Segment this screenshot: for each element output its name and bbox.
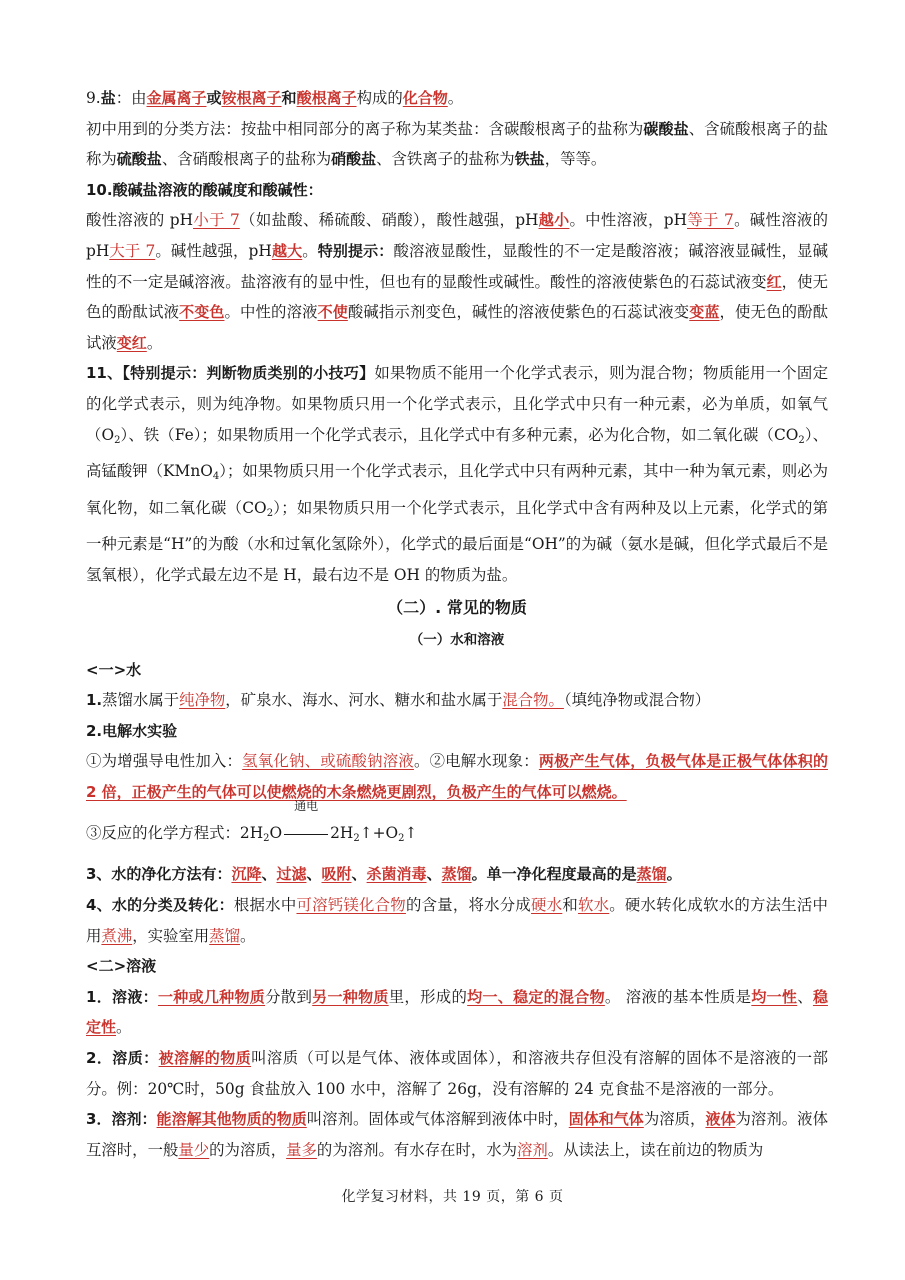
answer: 混合物。 — [502, 691, 564, 710]
answer: 能溶解其他物质的物质 — [156, 1110, 307, 1129]
text: 如果物质不能用一个化学式表示，则为混合物；物质能用一个固定的化学式表示，则为纯净物。如果物质只用一个化学式表示，且化学式中只有一种元素，必为单质，如氧气（O — [86, 364, 828, 444]
text: 。 — [302, 241, 318, 260]
text: 里，形成的 — [388, 987, 468, 1006]
answer: 吸附 — [321, 865, 352, 884]
text: ↑ — [404, 824, 418, 843]
equals-line — [284, 834, 328, 835]
answer: 两极产生气体，负极气体是正极气体体积的 2 倍，正极产生的气体可以使燃烧的木条燃烧更剧烈，负极产生的气体可以燃烧。 — [86, 752, 828, 801]
text: 为溶质， — [643, 1110, 706, 1129]
text: 和 — [281, 89, 297, 107]
text: 。中性的溶液 — [224, 303, 318, 322]
text: 1．溶液： — [86, 987, 158, 1006]
answer: 大于 7 — [109, 241, 156, 260]
text: ，等等。 — [544, 150, 607, 169]
answer: 另一种物质 — [312, 987, 389, 1006]
purification-line — [86, 859, 828, 890]
text: （填纯净物或混合物） — [563, 691, 711, 710]
section-10-paragraph — [86, 205, 828, 358]
answer: 均一性 — [751, 987, 798, 1006]
solvent-definition — [86, 1104, 828, 1165]
subscript: 2 — [114, 434, 121, 446]
solution-definition — [86, 982, 828, 1043]
text: 。 — [146, 333, 163, 352]
answer: 越小 — [538, 211, 570, 230]
answer: 等于 7 — [687, 211, 734, 230]
section-number: 9. — [86, 89, 101, 107]
reaction-condition: 通电 — [294, 799, 319, 814]
text: 叫溶剂。固体或气体溶解到液体中时， — [306, 1110, 569, 1129]
text: 。单一净化程度最高的是 — [471, 865, 637, 884]
text: 4、水的分类及转化： — [86, 896, 234, 915]
text: 初中用到的分类方法：按盐中相同部分的离子称为某类盐：含碳酸根离子的盐称为 — [86, 119, 644, 138]
text: ）；如果物质只用一个化学式表示，且化学式中含有两种及以上元素，化学式的第一种元素是“H”的为酸（水和过氧化氢除外），化学式的最后面是“OH”的为碱（氨水是碱，但化学式最后不是氢氧根），化学式最左边不是 H，最右边不是 OH 的物质为盐。 — [86, 498, 828, 584]
answer: 氢氧化钠、或硫酸钠溶液 — [242, 752, 414, 771]
answer: 量多 — [286, 1140, 317, 1159]
keyword: 碳酸盐 — [643, 119, 689, 138]
text: 2H — [330, 824, 354, 843]
text: 为溶剂。液体互溶时，一般 — [86, 1110, 828, 1159]
text: ③反应的化学方程式： — [86, 824, 240, 843]
text: 的含量，将水分成 — [405, 896, 532, 915]
answer: 铵根离子 — [221, 89, 282, 107]
water-classification — [86, 890, 828, 951]
text: 、含硝酸根离子的盐称为 — [161, 150, 332, 169]
keyword: 硫酸盐 — [116, 150, 162, 169]
subscript: 2 — [398, 833, 405, 845]
text: 、含硫酸根离子的盐称为 — [86, 119, 828, 169]
text: 。 溶液的基本性质是 — [604, 987, 752, 1006]
text: 。 — [666, 865, 682, 884]
subscript: 4 — [212, 471, 220, 483]
text: 分散到 — [265, 987, 313, 1006]
text: 。 — [116, 1018, 132, 1037]
text: 。 — [447, 89, 464, 107]
answer: 软水 — [577, 896, 610, 915]
answer: 液体 — [705, 1110, 736, 1129]
answer: 稳定性 — [86, 987, 828, 1037]
text: 。碱性越强，pH — [155, 241, 272, 260]
subscript: 2 — [798, 434, 805, 446]
text: 2H — [239, 824, 264, 843]
text: 3．溶剂： — [86, 1110, 157, 1129]
section-9-paragraph — [86, 114, 828, 175]
text: ）；如果物质只用一个化学式表示，且化学式中只有两种元素，其中一种为氧元素，则必为氧化物，如二氧化碳（CO — [86, 462, 828, 517]
water-line-1 — [86, 685, 828, 716]
answer: 越大 — [271, 241, 303, 260]
answer: 纯净物 — [179, 691, 226, 710]
answer: 煮沸 — [101, 926, 133, 945]
subscript: 2 — [263, 833, 270, 845]
text: ：由 — [115, 89, 147, 107]
answer: 蒸馏 — [441, 865, 472, 884]
answer: 杀菌消毒 — [366, 865, 427, 884]
text: ，矿泉水、海水、河水、糖水和盐水属于 — [225, 691, 503, 710]
answer: 硬水 — [531, 896, 563, 915]
answer: 均一、稳定的混合物 — [467, 987, 605, 1006]
water-heading: <一>水 — [86, 660, 142, 679]
text: 、 — [306, 865, 322, 884]
solute-definition — [86, 1043, 828, 1104]
text: 。②电解水现象： — [413, 752, 539, 771]
text: 。碱性溶液的 pH — [86, 211, 829, 260]
answer: 金属离子 — [146, 89, 207, 107]
answer: 变蓝 — [689, 303, 720, 322]
section-11-paragraph — [86, 358, 828, 590]
text: 1. — [86, 691, 103, 710]
page-content — [86, 83, 828, 1165]
text: 3、水的净化方法有： — [86, 865, 232, 884]
text: （如盐酸、稀硫酸、硝酸），酸性越强，pH — [239, 211, 539, 230]
text: 蒸馏水属于 — [102, 691, 180, 710]
answer: 溶剂 — [517, 1140, 548, 1159]
answer: 蒸馏 — [209, 926, 240, 945]
subscript: 2 — [353, 833, 360, 845]
section-11-title: 11、【特别提示：判断物质类别的小技巧】 — [86, 364, 375, 383]
text: O — [269, 824, 283, 843]
answer: 沉降 — [231, 865, 262, 884]
text: 。 — [239, 926, 256, 945]
answer: 一种或几种物质 — [157, 987, 266, 1006]
equation-line — [86, 799, 828, 859]
text: 、 — [797, 987, 813, 1006]
keyword: 铁盐 — [514, 150, 545, 169]
answer: 不变色 — [179, 303, 225, 322]
text: 或 — [206, 89, 222, 107]
subscript: 2 — [266, 507, 274, 519]
answer: 不使 — [317, 303, 348, 322]
text: 根据水中 — [233, 896, 297, 915]
answer: 酸根离子 — [296, 89, 357, 107]
text: 、 — [351, 865, 367, 884]
reaction-arrow — [282, 799, 330, 853]
text: 、 — [426, 865, 442, 884]
text: ①为增强导电性加入： — [86, 752, 243, 771]
text: 2．溶质： — [86, 1049, 159, 1068]
text: 酸碱指示剂变色，碱性的溶液使紫色的石蕊试液变 — [347, 303, 690, 322]
answer: 固体和气体 — [568, 1110, 644, 1129]
text: 的为溶质， — [209, 1140, 287, 1159]
text: 构成的 — [356, 89, 403, 107]
text: ，使无色的酚酞试液 — [86, 303, 828, 352]
text: 、 — [261, 865, 277, 884]
text: 酸性溶液的 pH — [86, 211, 194, 230]
text: ，使无色的酚酞试液 — [86, 272, 828, 322]
text: 。硬水转化成软水的方法生活中用 — [86, 896, 828, 945]
chapter-subtitle: （一）水和溶液 — [409, 631, 505, 648]
answer: 变红 — [116, 333, 147, 352]
answer: 化合物 — [402, 89, 448, 107]
text: ↑+O — [359, 824, 399, 843]
section-title: 盐 — [100, 89, 116, 107]
text: ）、铁（Fe）；如果物质用一个化学式表示，且化学式中有多种元素，必为化合物，如二氧化碳（CO — [120, 425, 799, 444]
answer: 过滤 — [276, 865, 307, 884]
electrolysis-paragraph — [86, 746, 828, 807]
keyword: 硝酸盐 — [331, 150, 377, 169]
answer: 蒸馏 — [636, 865, 667, 884]
text: ）、高锰酸钾（KMnO — [86, 425, 828, 481]
equation — [239, 799, 418, 845]
text: 叫溶质（可以是气体、液体或固体），和溶液共存但没有溶解的固体不是溶液的一部分。例：20℃时，50g 食盐放入 100 水中，溶解了 26g，没有溶解的 24 克食盐不是溶液的一部分。 — [86, 1049, 828, 1098]
text: 。从读法上，读在前边的物质为 — [547, 1140, 764, 1159]
text: 、含铁离子的盐称为 — [376, 150, 515, 169]
solution-heading: <二>溶液 — [86, 957, 157, 976]
section-10-title: 10.酸碱盐溶液的酸碱度和酸碱性： — [86, 180, 323, 199]
text: 。中性溶液，pH — [569, 211, 687, 230]
text: 酸溶液显酸性，显酸性的不一定是酸溶液；碱溶液显碱性，显碱性的不一定是碱溶液。盐溶液有的显中性，但也有的显酸性或碱性。酸性的溶液使紫色的石蕊试液变 — [86, 241, 828, 291]
chapter-title: （二）. 常见的物质 — [387, 597, 527, 617]
tip-label: 特别提示： — [317, 241, 394, 260]
electrolysis-heading: 2.电解水实验 — [86, 721, 178, 740]
answer: 可溶钙镁化合物 — [296, 896, 406, 915]
answer: 量少 — [178, 1140, 210, 1159]
text: ，实验室用 — [132, 926, 210, 945]
answer: 被溶解的物质 — [158, 1049, 252, 1068]
answer: 小于 7 — [193, 211, 240, 230]
page-footer: 化学复习材料，共 19 页，第 6 页 — [341, 1189, 564, 1205]
text: 的为溶剂。有水存在时，水为 — [316, 1140, 518, 1159]
answer: 红 — [766, 272, 782, 291]
text: 和 — [562, 896, 578, 915]
section-9-line — [86, 83, 828, 114]
